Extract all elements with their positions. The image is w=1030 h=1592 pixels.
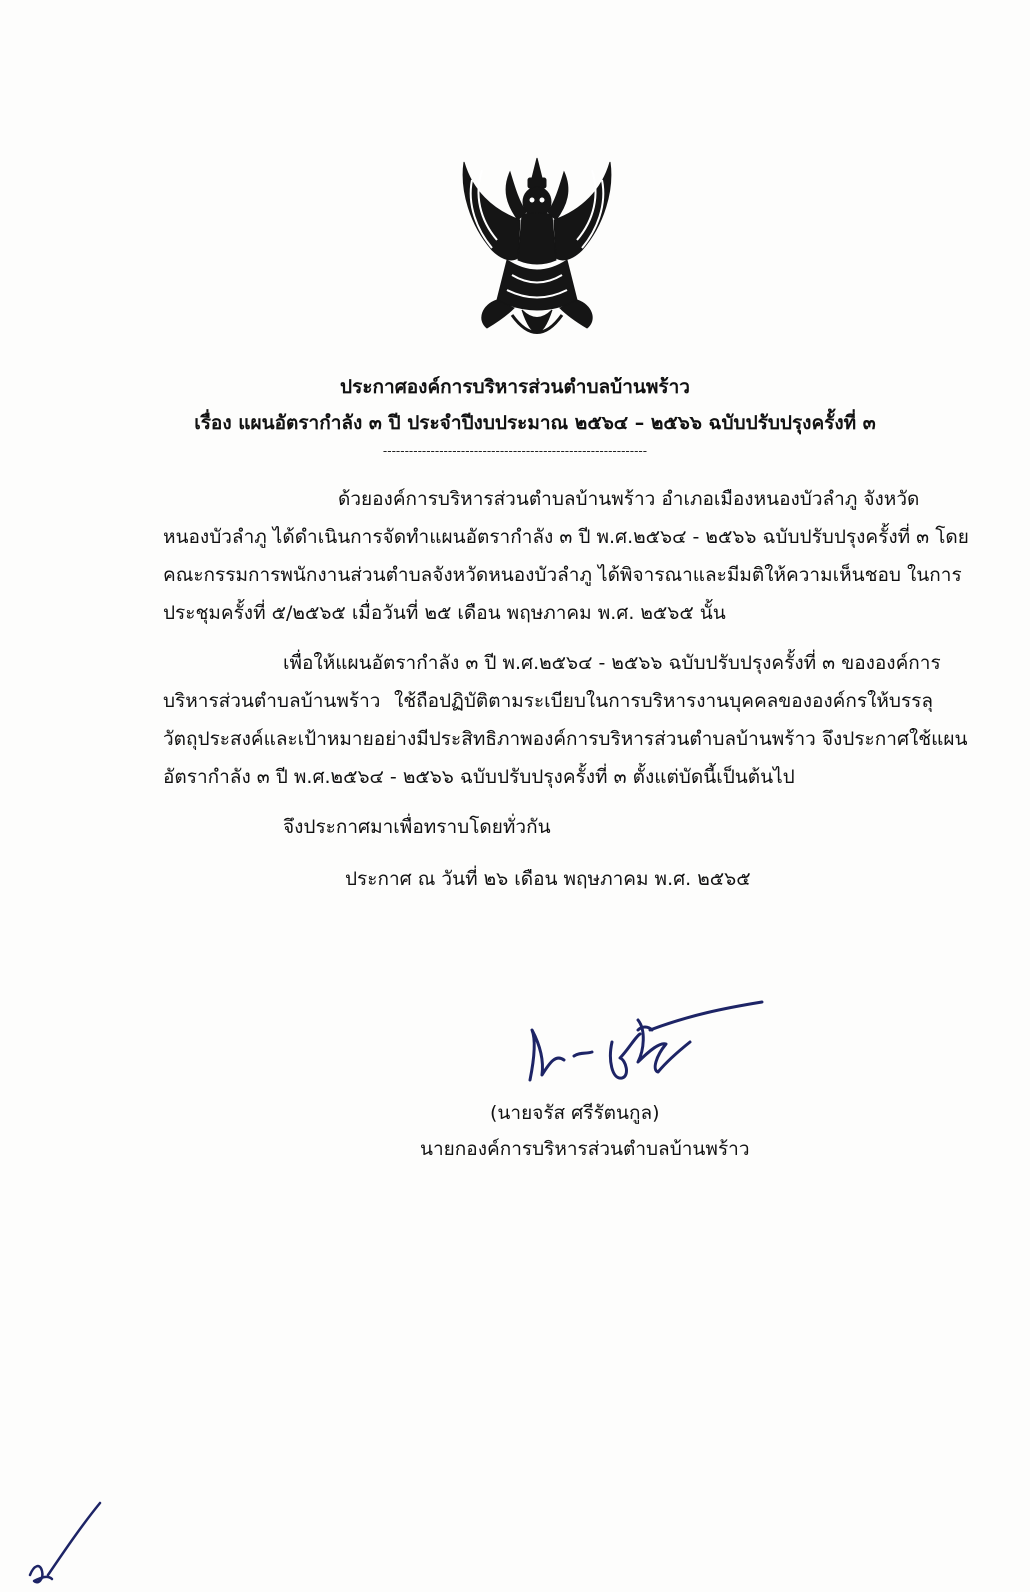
paragraph-1-line-2: หนองบัวลำภู ได้ดำเนินการจัดทำแผนอัตรากำลัง ๓ ปี พ.ศ.๒๕๖๔ - ๒๕๖๖ ฉบับปรับปรุงครั้งที่ ๓ โดย [163, 526, 969, 548]
paragraph-1-line-4: ประชุมครั้งที่ ๕/๒๕๖๕ เมื่อวันที่ ๒๕ เดือน พฤษภาคม พ.ศ. ๒๕๖๕ นั้น [163, 602, 726, 624]
handwritten-signature [520, 990, 770, 1095]
signatory-position: นายกองค์การบริหารส่วนตำบลบ้านพร้าว [420, 1138, 750, 1160]
paragraph-3: จึงประกาศมาเพื่อทราบโดยทั่วกัน [283, 816, 551, 838]
paragraph-2-line-4: อัตรากำลัง ๓ ปี พ.ศ.๒๕๖๔ - ๒๕๖๖ ฉบับปรับปรุงครั้งที่ ๓ ตั้งแต่บัดนี้เป็นต้นไป [163, 766, 795, 788]
paragraph-2-line-2: บริหารส่วนตำบลบ้านพร้าว ใช้ถือปฏิบัติตามระเบียบในการบริหารงานบุคคลขององค์กรให้บรรลุ [163, 690, 933, 712]
garuda-emblem-icon [452, 150, 622, 355]
handwritten-initial [20, 1495, 110, 1590]
announcement-title: ประกาศองค์การบริหารส่วนตำบลบ้านพร้าว [340, 376, 690, 398]
announcement-subject: เรื่อง แผนอัตรากำลัง ๓ ปี ประจำปีงบประมาณ ๒๕๖๔ – ๒๕๖๖ ฉบับปรับปรุงครั้งที่ ๓ [194, 412, 876, 434]
paragraph-2-line-3: วัตถุประสงค์และเป้าหมายอย่างมีประสิทธิภาพองค์การบริหารส่วนตำบลบ้านพร้าว จึงประกาศใช้แผน [163, 728, 968, 750]
signatory-name: (นายจรัส ศรีรัตนกูล) [490, 1102, 660, 1124]
announcement-date: ประกาศ ณ วันที่ ๒๖ เดือน พฤษภาคม พ.ศ. ๒๕๖๕ [345, 868, 751, 890]
title-divider: ------------------------------------------------------------- [382, 444, 648, 458]
paragraph-1-line-3: คณะกรรมการพนักงานส่วนตำบลจังหวัดหนองบัวลำภู ได้พิจารณาและมีมติให้ความเห็นชอบ ในการ [163, 564, 962, 586]
paragraph-2-line-1: เพื่อให้แผนอัตรากำลัง ๓ ปี พ.ศ.๒๕๖๔ - ๒๕๖๖ ฉบับปรับปรุงครั้งที่ ๓ ขององค์การ [283, 652, 941, 674]
paragraph-1-line-1: ด้วยองค์การบริหารส่วนตำบลบ้านพร้าว อำเภอเมืองหนองบัวลำภู จังหวัด [338, 488, 920, 510]
